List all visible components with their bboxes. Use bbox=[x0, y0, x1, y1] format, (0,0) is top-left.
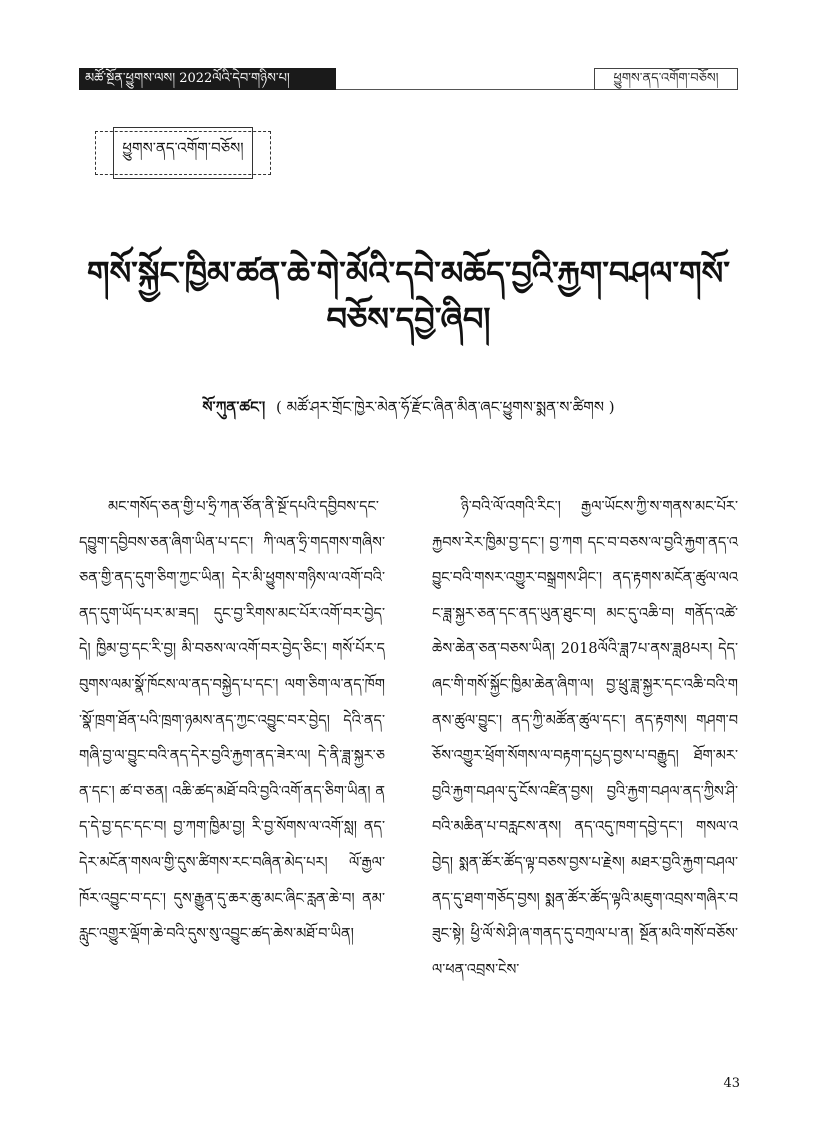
author-affiliation: ( མཚོ་ཤར་གྲོང་ཁྱེར་མེན་ཧོ་རྫོང་ཞིན་མིན་ཞང་ཕྱུགས་སྨན་ས་ཚིགས ) bbox=[276, 398, 615, 416]
journal-header: མཚོ་སྔོན་ཕྱུགས་ལས། 2022ལོའི་དེབ་གཉིས་པ། bbox=[79, 68, 336, 90]
body-column-left: མང་གསོད་ཅན་གྱི་པ་ཧྲི་ཀན་ཙོན་ནི་སྔོ་དཔའི་དབྱིབས་དང་དབྱུག་དབྱིབས་ཅན་ཞིག་ཡིན་པ་དང་། ཀི་ལན་ཧྲི་གདགས་གཞིས་ཅན་གྱི་ནད་དུག་ཅིག་ཀྱང་ཡིན། དེར་མི་ཕྱུགས་གཉིས་ལ་འགོ་བའི་ནད་དུག་ཡོད་པར་མ་ཟད། དུང་བྱ་རིགས་མང་པོར་འགོ་བར་བྱེད་དེ། ཁྱིམ་བྱ་དང་རི་བྱ། མི་བཅས་ལ་འགོ་བར་བྱེད་ཅིང་། གསོ་པོར་དབུགས་ལམ་སྣོ་ཁོངས་ལ་ནད་བསྐྱེད་པ་དང་། ལག་ཅིག་ལ་ནད་ཁོག་སྣོ་ཁྲག་ཐོན་པའི་ཁྲག་ཉམས་ནད་ཀྱང་འབྱུང་བར་བྱེད། དེའི་ནད་གཞི་བྱ་ལ་བྱུང་བའི་ནད་དེར་བྱའི་རྐྱག་ནད་ཟེར་ལ། དེ་ནི་ཟླ་སྐྱར་ཅན་དང་། ཚ་བ་ཅན། འཆི་ཚད་མཐོ་བའི་བྱའི་འགོ་ནད་ཅིག་ཡིན། ནད་དེ་བྱ་དང་དང་བ། བྱ་ཀག་ཁྱིམ་བྱ། རི་བྱ་སོགས་ལ་འགོ་སླ། ནད་དེར་མངོན་གསལ་གྱི་དུས་ཚིགས་རང་བཞིན་མེད་པར། ལོ་རྒྱལ་ཁོར་འབྱུང་བ་དང་། དུས་རྒྱུན་དུ་ཆར་ཆུ་མང་ཞིང་རླན་ཆེ་བ། ནམ་རླུང་འགྱུར་ལྡོག་ཆེ་བའི་དུས་སུ་འབྱུང་ཚད་ཆེས་མཐོ་བ་ཡིན། bbox=[79, 499, 385, 943]
body-column-right: ཉི་བའི་ལོ་འགའི་རིང་། རྒྱལ་ཡོངས་ཀྱི་ས་གནས་མང་པོར་རྐྱབས་རེར་ཁྱིམ་བྱ་དང་། བྱ་ཀག དང་བ་བཅས་ལ་བྱའི་རྐྱག་ནད་འབྱུང་བའི་གསར་འགྱུར་བསྒྲགས་ཤིང་། ནད་རྟགས་མངོན་ཚུལ་ལའང་ཟླ་སྐྱར་ཅན་དང་ནད་ཡུན་ཐུང་བ། མང་དུ་འཆི་བ། གནོད་འཚེ་ཆེས་ཆེན་ཅན་བཅས་ཡིན། 2018ལོའི་ཟླ7པ་ནས་ཟླ8པར། དེད་ཞང་གི་གསོ་སྐྱོང་ཁྱིམ་ཆེན་ཞིག་ལ། བྱ་ཕྲུ་ཟླ་སྐྱར་དང་འཆི་བའི་གནས་ཚུལ་བྱུང་། ནད་ཀྱི་མཚོན་ཚུལ་དང་། ནད་རྟགས། གཤག་བཅོས་འགྱུར་ཕྲོག་སོགས་ལ་བརྟག་དཔྱད་བྱས་པ་བརྒྱུད། ཐོག་མར་བྱའི་རྐྱག་བཤལ་དུ་ངོས་འཛིན་བྱས། བྱའི་རྐྱག་བཤལ་ནད་ཀྱིས་ཤི་བའི་མཆིན་པ་བརླངས་ནས། ནད་འདུ་ཁག་དབྱེ་དང་། གསལ་འབྱེད། སྨན་ཚོར་ཚོད་ལྟ་བཅས་བྱས་པ་རྗེས། མཐར་བྱའི་རྐྱག་བཤལ་ནད་དུ་ཐག་གཅོད་བྱས། སྨན་ཚོར་ཚོད་ལྟའི་མཇུག་འབྲས་གཞིར་བཟུང་སྟེ། ཕྱི་ལོ་སེ་ཤི་ཞ་གནད་དུ་བཀྲལ་པ་ན། སྔོན་མའི་གསོ་བཅོས་ལ་ཕན་འབྲས་ངེས་ bbox=[432, 499, 738, 978]
author-line bbox=[80, 396, 737, 418]
header-rule bbox=[336, 89, 594, 90]
section-label-box bbox=[95, 131, 271, 175]
page-number: 43 bbox=[723, 1076, 740, 1091]
section-label: ཕྱུགས་ནད་འགོག་བཅོས། bbox=[113, 127, 252, 179]
author-name: སོ་ཀུན་ཚང་། bbox=[202, 398, 266, 416]
article-title: གསོ་སྐྱོང་ཁྱིམ་ཚན་ཆེ་གེ་མོའི་དབེ་མཆོད་བྱའི་རྐྱག་བཤལ་གསོ་བཅོས་དབྱེ་ཞིབ། bbox=[87, 254, 730, 338]
section-header: ཕྱུགས་ནད་འགོག་བཅོས། bbox=[594, 68, 738, 90]
